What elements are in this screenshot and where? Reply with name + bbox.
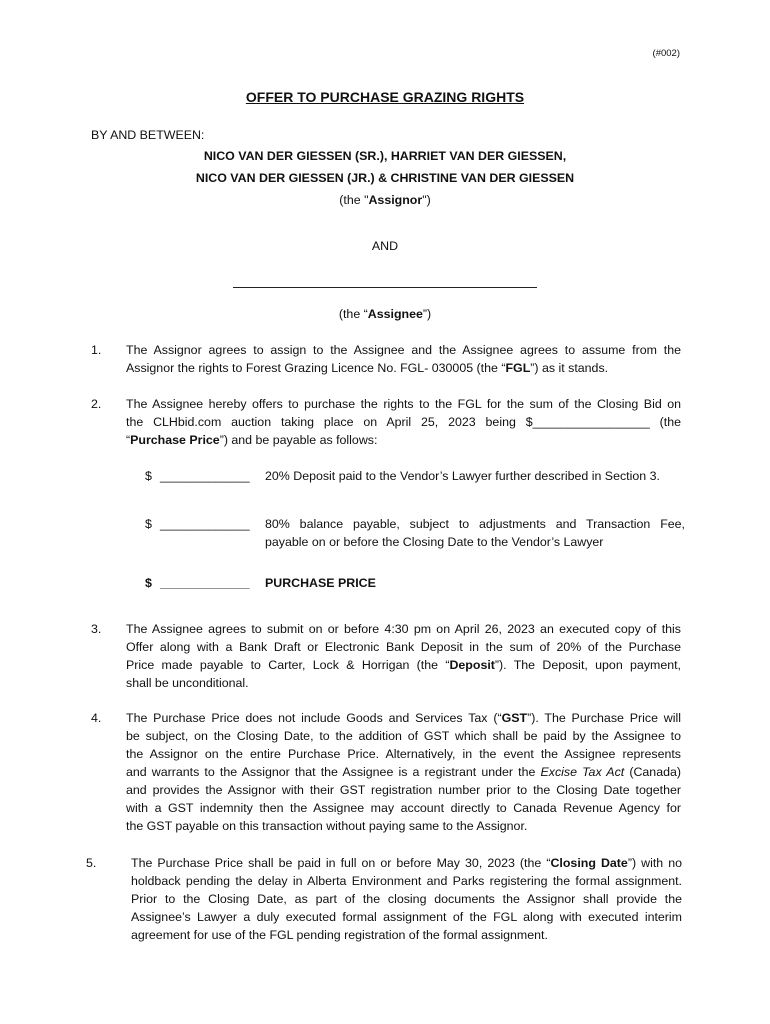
clause-5-line-1-post: ”) with no	[627, 856, 682, 870]
clause-3-line-3	[126, 656, 681, 674]
clause-2-line-3	[126, 431, 681, 449]
closing-date-term: Closing Date	[550, 856, 628, 870]
clause-number: 2.	[91, 397, 102, 411]
document-number: (#002)	[652, 48, 680, 59]
clause-4-line-4-post: (Canada)	[624, 765, 682, 779]
clause-number: 5.	[86, 856, 97, 870]
clause-number: 3.	[91, 622, 102, 636]
clause-4-line-3: the Assignor on the entire Purchase Price. Alternatively, in the event the Assignee represents	[126, 747, 681, 761]
dollar-sign: $	[145, 517, 152, 531]
clause-4-line-1-post: ”). The Purchase Price will	[527, 711, 682, 725]
assignor-definition	[0, 191, 770, 209]
gst-term: GST	[501, 711, 528, 725]
clause-4-line-4	[126, 763, 681, 781]
clause-4-line-1-pre: The Purchase Price does not include Goods and Services Tax (“	[126, 711, 502, 725]
assignee-name-blank[interactable]	[233, 287, 537, 288]
assignee-definition	[0, 305, 770, 323]
fgl-term: FGL	[505, 361, 531, 375]
assignor-names-line-1: NICO VAN DER GIESSEN (SR.), HARRIET VAN DER GIESSEN,	[203, 149, 567, 163]
clause-1-line-2-post: ”) as it stands.	[530, 361, 609, 375]
clause-3-line-4: shall be unconditional.	[126, 676, 249, 690]
clause-4-line-1	[126, 709, 681, 727]
dollar-sign: $	[145, 576, 152, 590]
clause-1-line-2	[126, 359, 681, 377]
clause-5-line-4: Assignee’s Lawyer a duly executed formal assignment of the FGL along with executed interim	[131, 910, 682, 924]
assignor-def-term: Assignor	[368, 193, 423, 207]
purchase-price-amount-blank[interactable]: _____________	[160, 576, 250, 590]
clause-4-line-6: with a GST indemnity then the Assignee may account directly to Canada Revenue Agency for	[126, 801, 681, 815]
clause-4-line-7: the GST payable on this transaction without paying same to the Assignor.	[126, 819, 528, 833]
clause-2-line-3-pre: “	[126, 433, 131, 447]
deposit-description: 20% Deposit paid to the Vendor’s Lawyer further described in Section 3.	[265, 469, 660, 483]
clause-5-line-2: holdback pending the delay in Alberta Environment and Parks registering the formal assignment.	[131, 874, 682, 888]
clause-5-line-1-pre: The Purchase Price shall be paid in full on or before May 30, 2023 (the “	[131, 856, 551, 870]
clause-number: 4.	[91, 711, 102, 725]
assignee-def-pre: (the “	[338, 307, 368, 321]
clause-5-line-1	[131, 854, 682, 872]
assignee-def-term: Assignee	[367, 307, 423, 321]
clause-2-line-2: the CLHbid.com auction taking place on April 25, 2023 being $_________________ (the	[126, 415, 681, 429]
assignee-def-post: ”)	[422, 307, 432, 321]
assignor-def-post: ")	[422, 193, 431, 207]
clause-2-line-1: The Assignee hereby offers to purchase the rights to the FGL for the sum of the Closing Bid on	[126, 397, 681, 411]
balance-description-line-2: payable on or before the Closing Date to the Vendor’s Lawyer	[265, 535, 604, 549]
clause-2-line-3-post: ”) and be payable as follows:	[219, 433, 378, 447]
purchase-price-label: PURCHASE PRICE	[265, 576, 376, 590]
clause-5-line-3: Prior to the Closing Date, as part of the closing documents the Assignor shall provide the	[131, 892, 682, 906]
between-label: BY AND BETWEEN:	[91, 128, 205, 142]
clause-3-line-3-pre: Price made payable to Carter, Lock & Horrigan (the “	[126, 658, 450, 672]
clause-number: 1.	[91, 343, 102, 357]
clause-5-line-5: agreement for use of the FGL pending registration of the formal assignment.	[131, 928, 548, 942]
clause-4-line-2: be subject, on the Closing Date, to the addition of GST which shall be paid by the Assignee to	[126, 729, 681, 743]
dollar-sign: $	[145, 469, 152, 483]
balance-description-line-1: 80% balance payable, subject to adjustments and Transaction Fee,	[265, 517, 685, 531]
assignor-def-pre: (the "	[339, 193, 369, 207]
excise-tax-act-term: Excise Tax Act	[540, 765, 625, 779]
clause-1-line-2-pre: Assignor the rights to Forest Grazing Licence No. FGL- 030005 (the “	[126, 361, 506, 375]
balance-amount-blank[interactable]: _____________	[160, 517, 250, 531]
deposit-term: Deposit	[449, 658, 495, 672]
and-label: AND	[371, 239, 399, 253]
clause-3-line-2: Offer along with a Bank Draft or Electronic Bank Deposit in the sum of 20% of the Purchase	[126, 640, 681, 654]
clause-1-line-1: The Assignor agrees to assign to the Assignee and the Assignee agrees to assume from the	[126, 343, 681, 357]
clause-3-line-3-post: ”). The Deposit, upon payment,	[494, 658, 681, 672]
clause-3-line-1: The Assignee agrees to submit on or before 4:30 pm on April 26, 2023 an executed copy of this	[126, 622, 681, 636]
purchase-price-term: Purchase Price	[130, 433, 220, 447]
assignor-names-line-2: NICO VAN DER GIESSEN (JR.) & CHRISTINE VAN DER GIESSEN	[195, 171, 575, 185]
clause-4-line-4-pre: and warrants to the Assignor that the Assignee is a registrant under the	[126, 765, 541, 779]
document-title: OFFER TO PURCHASE GRAZING RIGHTS	[245, 89, 525, 105]
clause-4-line-5: and provides the Assignor with their GST registration number prior to the Closing Date together	[126, 783, 681, 797]
deposit-amount-blank[interactable]: _____________	[160, 469, 250, 483]
